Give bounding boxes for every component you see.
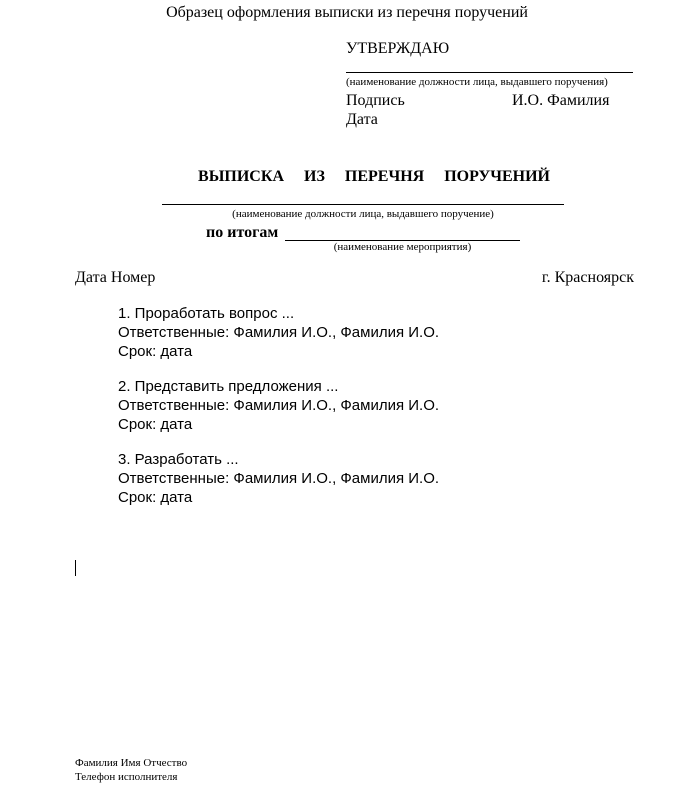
approval-date-label: Дата (346, 111, 378, 128)
signature-label: Подпись (346, 92, 405, 109)
approval-heading: УТВЕРЖДАЮ (346, 40, 450, 57)
results-label: по итогам (206, 224, 279, 241)
task-title: 3. Разработать ... (118, 451, 239, 468)
document-title: Образец оформления выписки из перечня поручений (166, 4, 528, 21)
date-number: Дата Номер (75, 269, 156, 286)
approval-position-line (346, 72, 633, 73)
task-deadline: Срок: дата (118, 343, 193, 360)
task-item (118, 450, 439, 507)
position-line (162, 204, 564, 205)
extract-title: ВЫПИСКА ИЗ ПЕРЕЧНЯ ПОРУЧЕНИЙ (198, 168, 550, 185)
text-cursor[interactable] (75, 560, 76, 576)
executor-phone: Телефон исполнителя (75, 771, 178, 783)
task-title: 1. Проработать вопрос ... (118, 305, 295, 322)
event-caption: (наименование мероприятия) (333, 241, 472, 253)
approval-position-caption: (наименование должности лица, выдавшего поручения) (346, 76, 608, 88)
task-responsible: Ответственные: Фамилия И.О., Фамилия И.О. (118, 470, 440, 487)
task-deadline: Срок: дата (118, 416, 193, 433)
task-responsible: Ответственные: Фамилия И.О., Фамилия И.О. (118, 397, 440, 414)
city: г. Красноярск (541, 269, 634, 286)
task-title: 2. Представить предложения ... (118, 378, 339, 395)
task-item (118, 304, 439, 361)
position-caption: (наименование должности лица, выдавшего поручение) (232, 208, 494, 220)
task-item (118, 377, 439, 434)
executor-name: Фамилия Имя Отчество (75, 757, 188, 769)
task-deadline: Срок: дата (118, 489, 193, 506)
task-responsible: Ответственные: Фамилия И.О., Фамилия И.О. (118, 324, 440, 341)
signer-name-label: И.О. Фамилия (512, 92, 610, 109)
